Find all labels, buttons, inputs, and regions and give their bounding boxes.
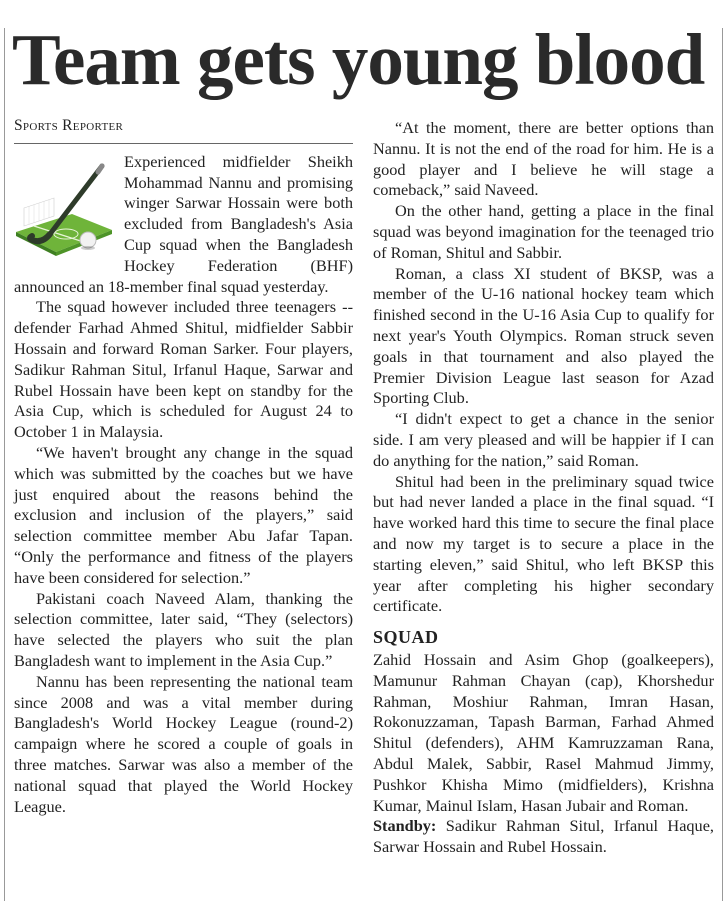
standby-label: Standby: xyxy=(373,816,437,836)
paragraph: Nannu has been representing the national team since 2008 and was a vital member during Bangladesh's World Hockey League (round-2) campaign where he scored a couple of goals in three matches. Sarwar was also a member of the national squad that played the World Hockey League. xyxy=(14,671,353,816)
byline: Sports Reporter xyxy=(14,116,353,144)
paragraph: “We haven't brought any change in the squad which was submitted by the coaches but we have just enquired about the reasons behind the exclusion and inclusion of the players,” said selection committee member Abu Jafar Tapan. “Only the performance and fitness of the players have been considered for selection.” xyxy=(14,442,353,587)
paragraph: Pakistani coach Naveed Alam, thanking the selection committee, later said, “They (selectors) have selected the players who suit the plan Bangladesh want to implement in the Asia Cup.” xyxy=(14,588,353,670)
standby-names: Sadikur Rahman Situl, Irfanul Haque, Sarwar Hossain and Rubel Hossain. xyxy=(373,816,714,857)
paragraph: “I didn't expect to get a chance in the senior side. I am very pleased and will be happier if I can do anything for the nation,” said Roman. xyxy=(373,409,714,470)
column-rule-left xyxy=(4,28,5,901)
paragraph: On the other hand, getting a place in the final squad was beyond imagination for the teenaged trio of Roman, Shitul and Sabbir. xyxy=(373,201,714,262)
hockey-icon xyxy=(14,152,114,267)
paragraph: “At the moment, there are better options than Nannu. It is not the end of the road for him. He is a good player and I believe he will stage a comeback,” said Naveed. xyxy=(373,118,714,200)
squad-list: Zahid Hossain and Asim Ghop (goalkeepers), Mamunur Rahman Chayan (cap), Khorshedur Rahman, Moshiur Rahman, Imran Hasan, Rokonuzzaman, Tapash Barman, Farhad Ahmed Shitul (defenders), AHM Kamruzzaman Rana, Abdul Malek, Sabbir, Rasel Mahmud Jimmy, Pushkor Khisha Mimo (midfielders), Krishna Kumar, Mainul Islam, Hasan Jubair and Roman. xyxy=(373,649,714,815)
standby-list xyxy=(373,816,714,858)
paragraph: Experienced midfielder Sheikh Mohammad Nannu and promising winger Sarwar Hossain were both excluded from Bangladesh's Asia Cup squad when the Bangladesh Hockey Federation (BHF) announced an 18-member final squad yesterday. xyxy=(14,151,353,296)
paragraph: The squad however included three teenagers -- defender Farhad Ahmed Shitul, midfielder Sabbir Hossain and forward Roman Sarker. Four players, Sadikur Rahman Situl, Irfanul Haque, Sarwar and Rubel Hossain have been kept on standby for the Asia Cup, which is scheduled for August 24 to October 1 in Malaysia. xyxy=(14,297,353,442)
paragraph: Shitul had been in the preliminary squad twice but had never landed a place in the final squad. “I have worked hard this time to secure the final place and now my target is to secure a place in the starting eleven,” said Shitul, who left BKSP this year after completing his higher secondary certificate. xyxy=(373,471,714,616)
article-right-column xyxy=(373,118,714,858)
column-rule-right xyxy=(722,28,723,901)
article-left-column xyxy=(14,116,353,817)
squad-heading: SQUAD xyxy=(373,627,439,648)
paragraph: Roman, a class XI student of BKSP, was a member of the U-16 national hockey team which finished second in the U-16 Asia Cup to qualify for next year's Youth Olympics. Roman struck seven goals in that tournament and also played the Premier Division League last season for Azad Sporting Club. xyxy=(373,263,714,408)
headline: Team gets young blood xyxy=(12,19,705,100)
